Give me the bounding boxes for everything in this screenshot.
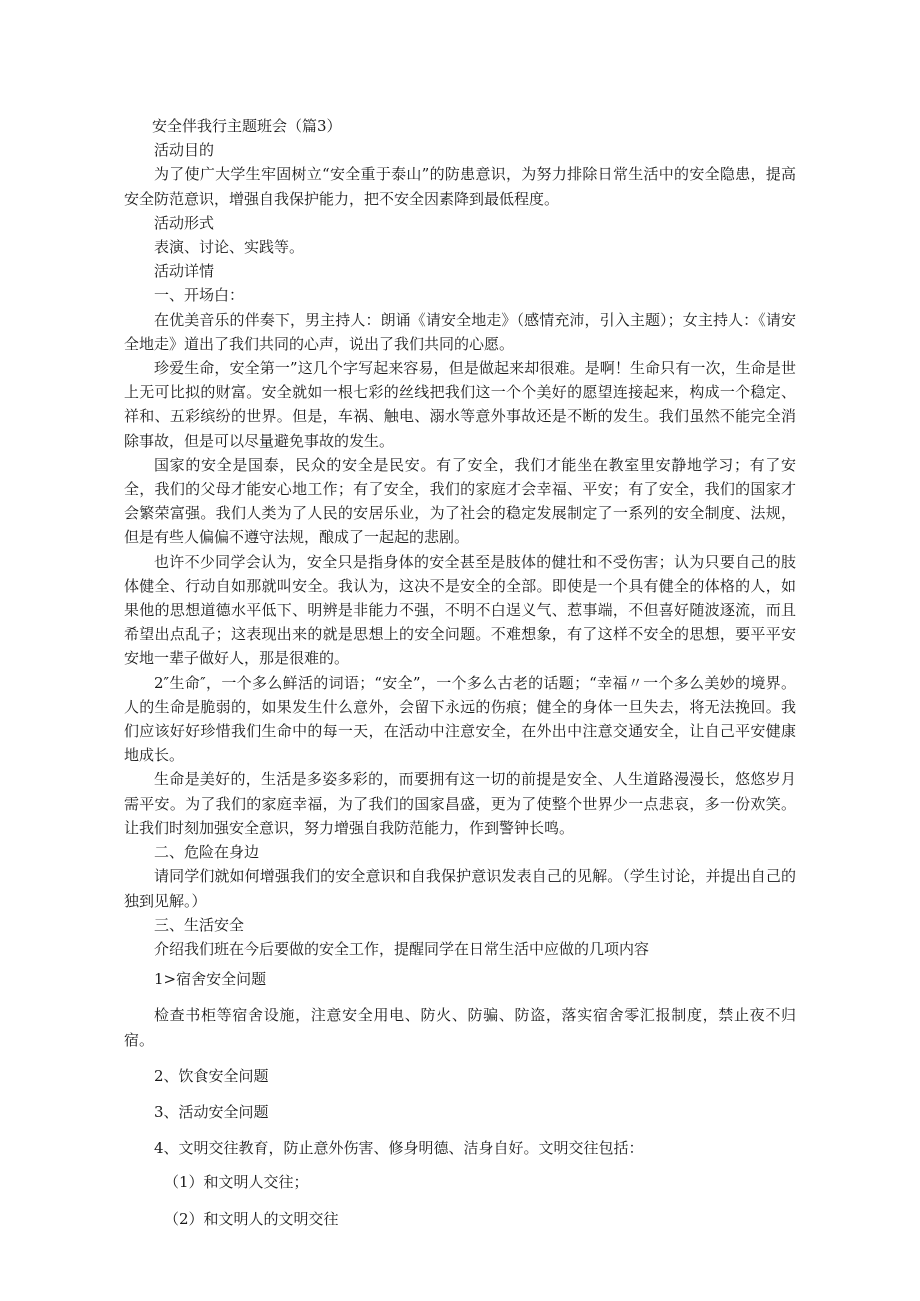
paragraph-part1-4: 也许不少同学会认为，安全只是指身体的安全甚至是肢体的健壮和不受伤害；认为只要自己的肢体健全、行动自如那就叫安全。我认为，这决不是安全的全部。即使是一个具有健全的体格的人，如果他的思想道德水平低下、明辨是非能力不强，不明不白逞义气、惹事端，不但喜好随波逐流，而且希望出点乱子；这表现出来的就是思想上的安全问题。不难想象，有了这样不安全的思想，要平平安安地一辈子做好人，那是很难的。 [124,552,796,668]
list-item-heading-4: 4、文明交往教育，防止意外伤害、修身明德、洁身自好。文明交往包括： [154,1139,644,1158]
section-heading-part2: 二、危险在身边 [154,843,260,862]
paragraph-part3-intro: 介绍我们班在今后要做的安全工作，提醒同学在日常生活中应做的几项内容 [154,939,650,958]
sub-item-2: （2）和文明人的文明交往 [164,1209,339,1228]
list-item-text-1: 检查书柜等宿舍设施，注意安全用电、防火、防骗、防盗，落实宿舍零汇报制度，禁止夜不归宿。 [124,1006,796,1049]
list-item-heading-2: 2、饮食安全问题 [154,1066,269,1085]
section-heading-purpose: 活动目的 [154,141,215,160]
paragraph-part1-2: 珍爱生命，安全第一”这几个字写起来容易，但是做起来却很难。是啊！生命只有一次，生命是世上无可比拟的财富。安全就如一根七彩的丝线把我们这一个个美好的愿望连接起来，构成一个稳定、祥和、五彩缤纷的世界。但是，车祸、触电、溺水等意外事故还是不断的发生。我们虽然不能完全消除事故，但是可以尽量避免事故的发生。 [124,359,796,450]
document-title: 安全伴我行主题班会（篇3） [152,117,342,135]
list-item-heading-1: 1>宿舍安全问题 [154,970,267,989]
paragraph-part1-5: 2″生命″，一个多么鲜活的词语；“安全”，一个多么古老的话题；“幸福〃一个多么美妙的境界。人的生命是脆弱的，如果发生什么意外，会留下永远的伤痕；健全的身体一旦失去，将无法挽回。我们应该好好珍惜我们生命中的每一天，在活动中注意安全，在外出中注意交通安全，让自己平安健康地成长。 [124,673,796,765]
paragraph-part1-1: 在优美音乐的伴奏下，男主持人：朗诵《请安全地走》（感情充沛，引入主题）；女主持人：《请安全地走》道出了我们共同的心声，说出了我们共同的心愿。 [124,310,796,353]
paragraph-form: 表演、讨论、实践等。 [154,238,305,257]
paragraph-part2: 请同学们就如何增强我们的安全意识和自我保护意识发表自己的见解。（学生讨论，并提出自己的独到见解。） [124,867,796,910]
list-item-heading-3: 3、活动安全问题 [154,1102,269,1121]
section-heading-detail: 活动详情 [154,262,215,281]
section-heading-part3: 三、生活安全 [154,915,245,934]
paragraph-part1-3: 国家的安全是国泰，民众的安全是民安。有了安全，我们才能坐在教室里安静地学习；有了安全，我们的父母才能安心地工作；有了安全，我们的家庭才会幸福、平安；有了安全，我们的国家才会繁荣富强。我们人类为了人民的安居乐业，为了社会的稳定发展制定了一系列的安全制度、法规，但是有些人偏偏不遵守法规，酿成了一起起的悲剧。 [124,455,796,547]
paragraph-purpose: 为了使广大学生牢固树立“安全重于泰山”的防患意识，为努力排除日常生活中的安全隐患，提高安全防范意识，增强自我保护能力，把不安全因素降到最低程度。 [124,165,796,208]
section-heading-form: 活动形式 [154,213,215,232]
section-heading-part1: 一、开场白： [154,286,245,305]
document-page [124,114,796,1231]
paragraph-part1-6: 生命是美好的，生活是多姿多彩的，而要拥有这一切的前提是安全、人生道路漫漫长，悠悠岁月需平安。为了我们的家庭幸福，为了我们的国家昌盛，更为了使整个世界少一点悲哀，多一份欢笑。让我们时刻加强安全意识，努力增强自我防范能力，作到警钟长鸣。 [124,770,796,837]
sub-item-1: （1）和文明人交往； [164,1173,309,1192]
